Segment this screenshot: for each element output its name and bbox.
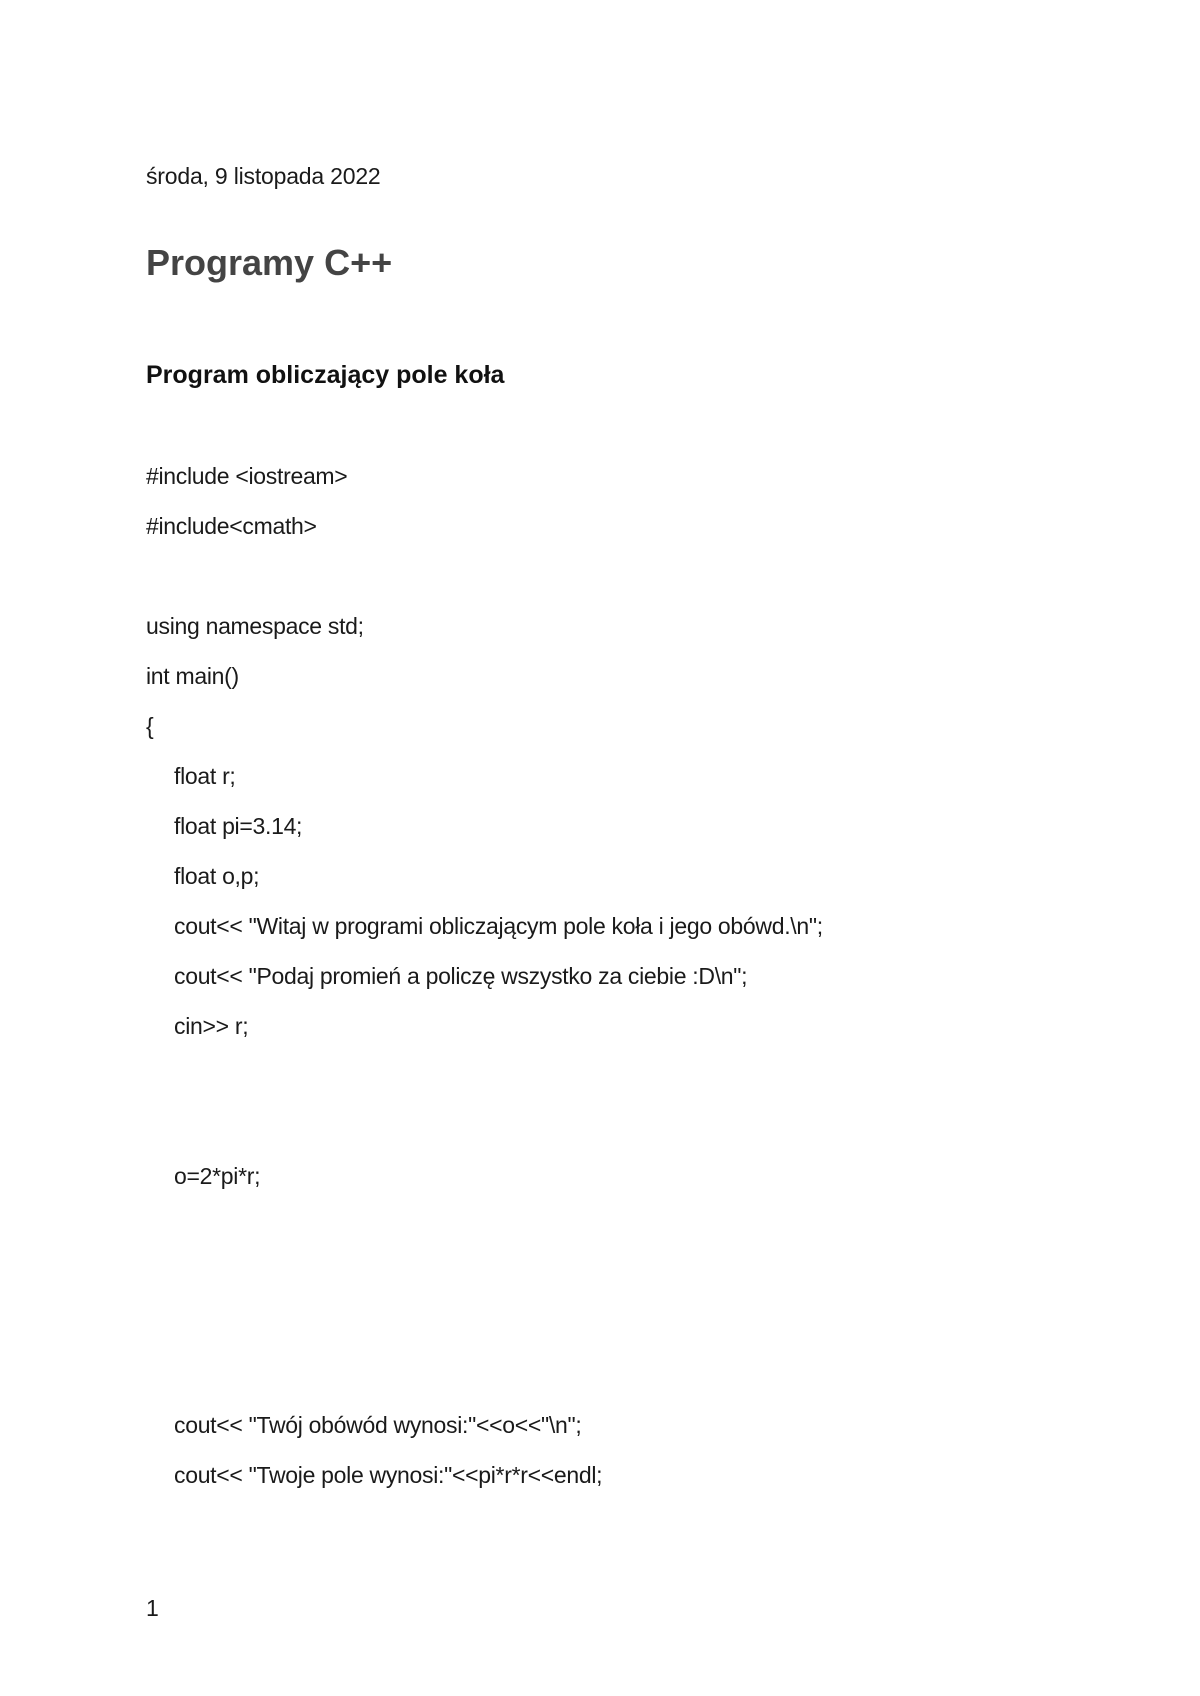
section-heading: Program obliczający pole koła (146, 361, 505, 389)
code-line-include-iostream: #include <iostream> (146, 463, 348, 489)
code-line-float-op: float o,p; (174, 863, 260, 889)
code-line-cout-obwod: cout<< "Twój obówód wynosi:"<<o<<"\n"; (174, 1412, 582, 1438)
code-line-float-r: float r; (174, 763, 236, 789)
code-line-open-brace: { (146, 713, 154, 739)
code-line-float-pi: float pi=3.14; (174, 813, 303, 839)
code-line-main: int main() (146, 663, 239, 689)
code-line-obwod: o=2*pi*r; (174, 1163, 261, 1189)
code-line-cout-pole: cout<< "Twoje pole wynosi:"<<pi*r*r<<endl; (174, 1462, 603, 1488)
document-date: środa, 9 listopada 2022 (146, 163, 381, 189)
page-title: Programy C++ (146, 242, 393, 283)
code-line-cout-witaj: cout<< "Witaj w programi obliczającym pole koła i jego obówd.\n"; (174, 913, 823, 939)
code-line-cin: cin>> r; (174, 1013, 249, 1039)
page-number: 1 (146, 1595, 159, 1621)
code-line-cout-podaj: cout<< "Podaj promień a policzę wszystko za ciebie :D\n"; (174, 963, 748, 989)
code-line-using-namespace: using namespace std; (146, 613, 364, 639)
code-line-include-cmath: #include<cmath> (146, 513, 317, 539)
